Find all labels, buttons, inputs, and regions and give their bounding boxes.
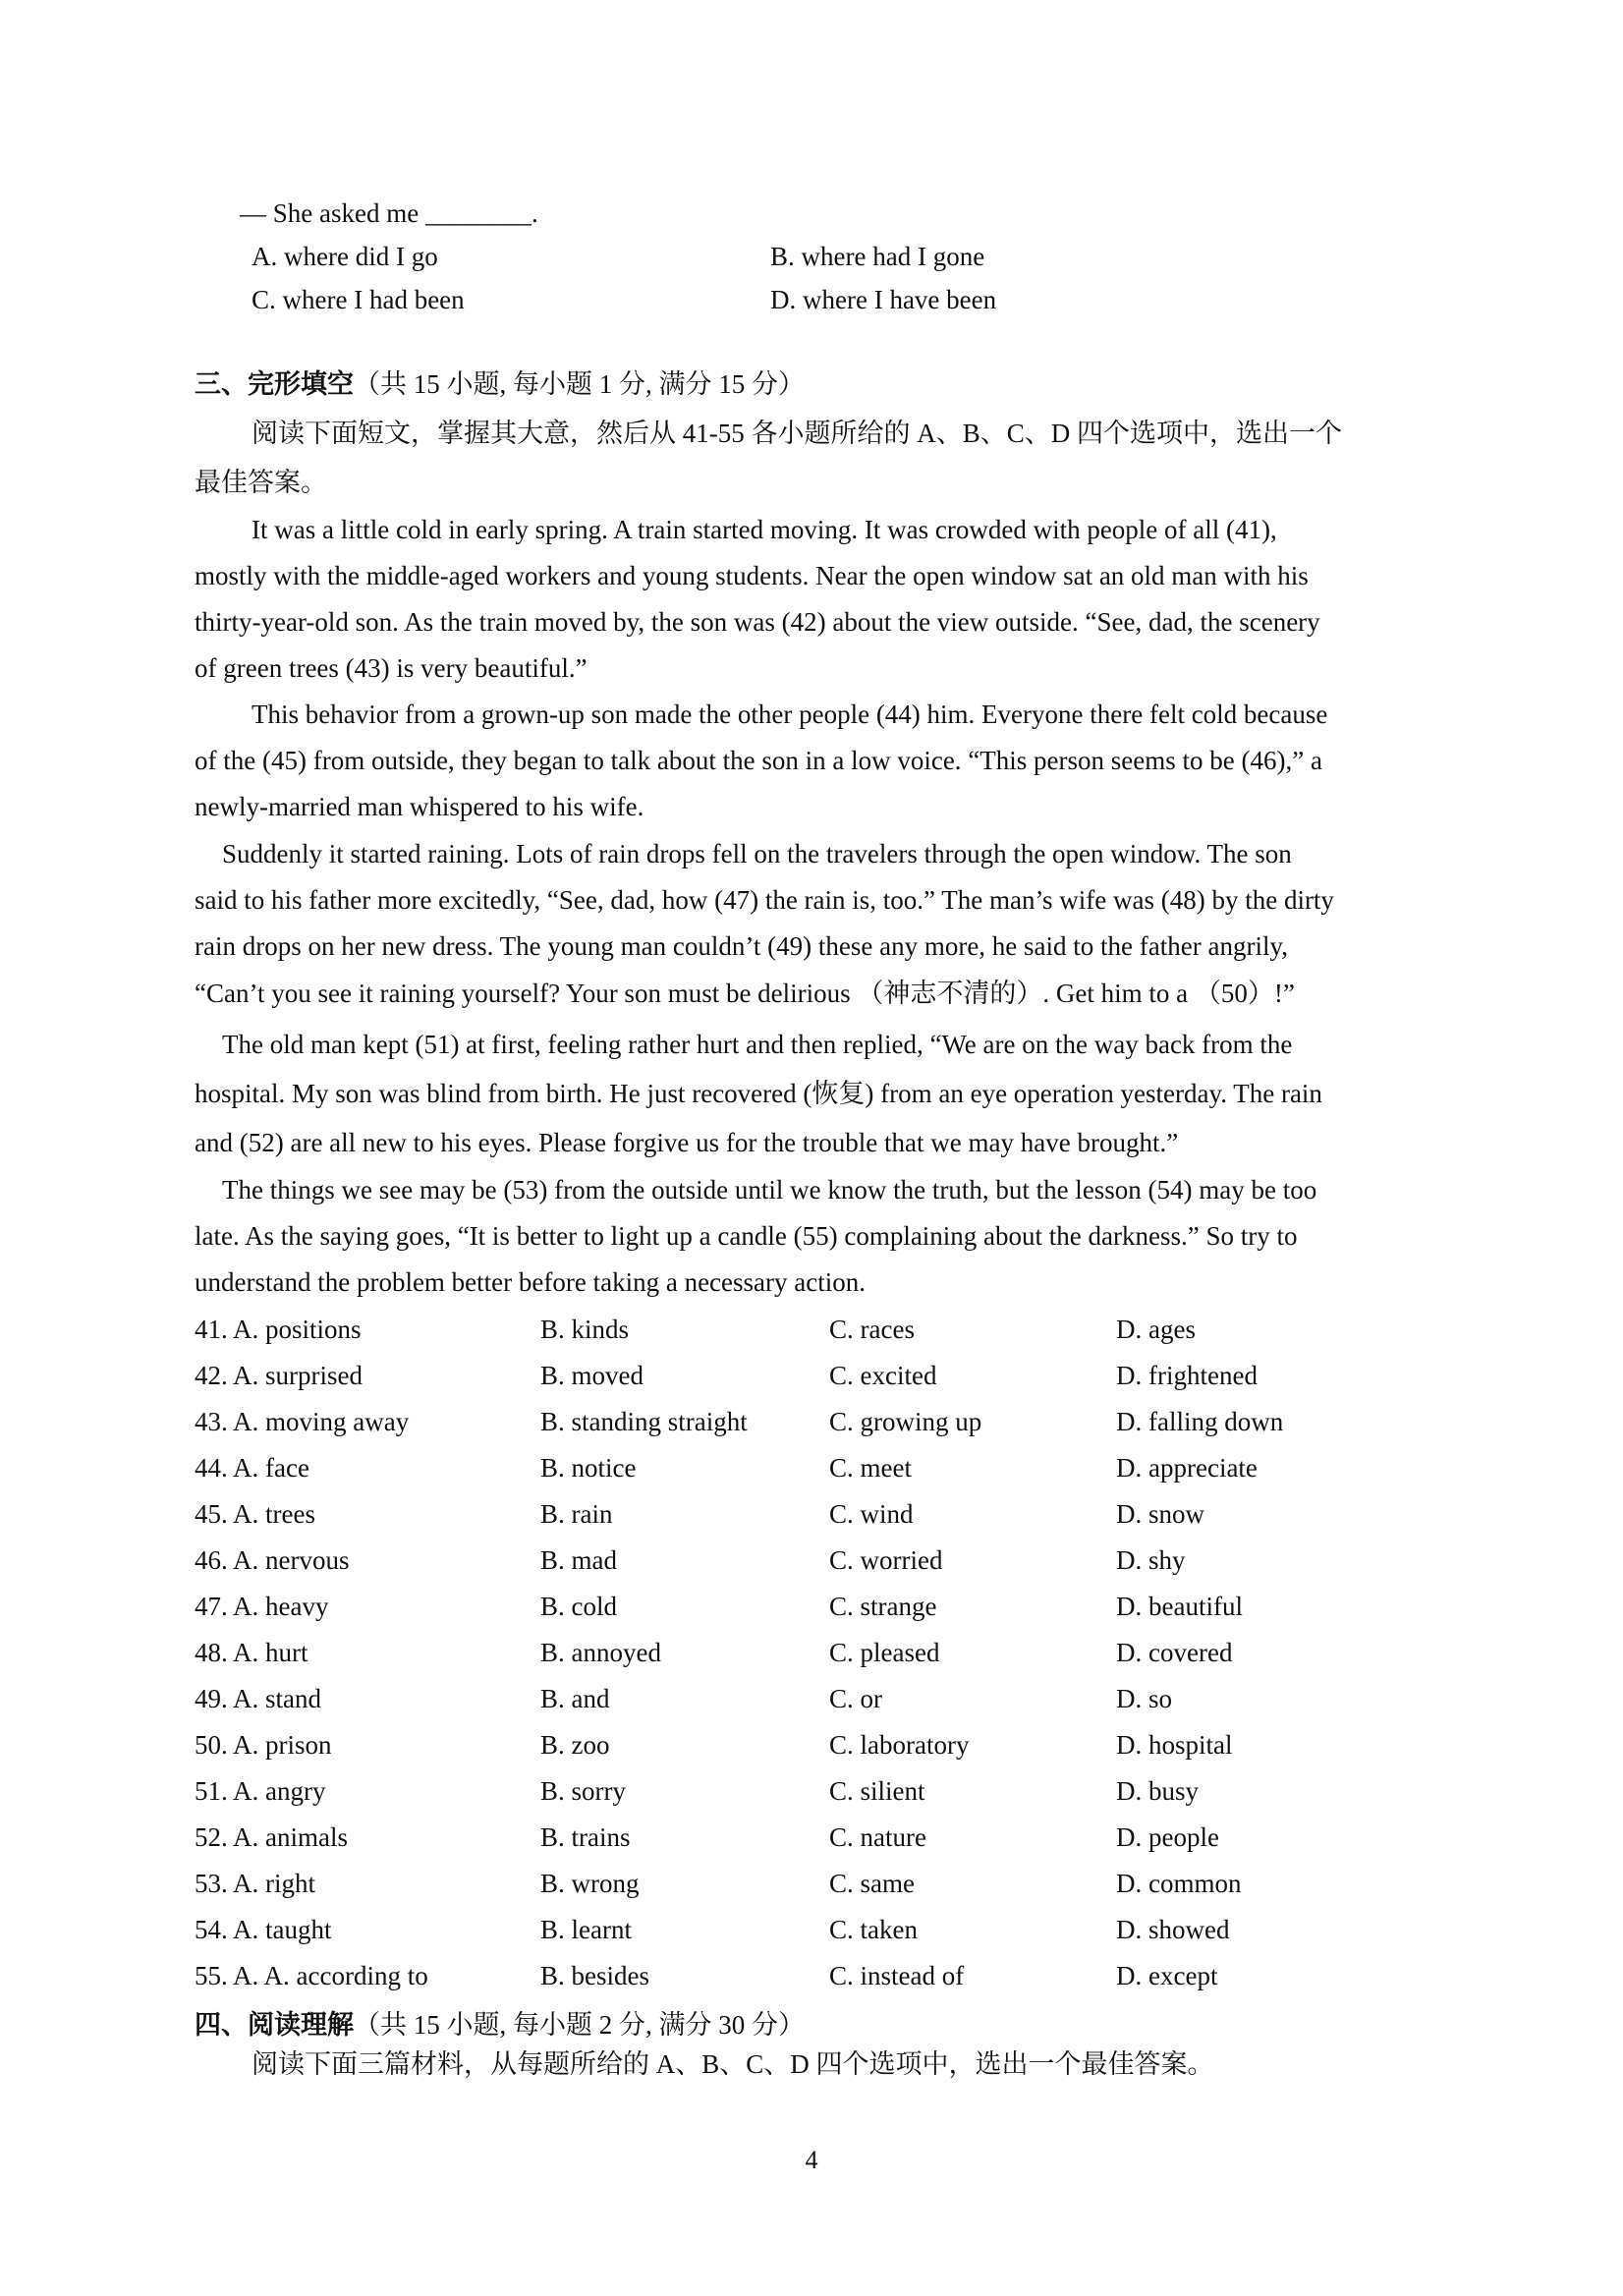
choice-b: B. moved (540, 1361, 644, 1390)
choice-row (195, 1963, 1472, 1998)
choice-d: D. falling down (1116, 1407, 1284, 1436)
choice-d: D. people (1116, 1822, 1219, 1852)
choice-c: C. pleased (829, 1638, 940, 1667)
choice-row (195, 1363, 1472, 1398)
choice-row (195, 1409, 1472, 1444)
choice-c: C. taken (829, 1915, 918, 1944)
prev-option-a: A. where did I go (252, 242, 438, 271)
passage-line: The old man kept (51) at first, feeling rather hurt and then replied, “We are on the way back from the (222, 1030, 1293, 1059)
choice-a: 52. A. animals (195, 1822, 348, 1852)
prev-question-stem: — She asked me ________. (240, 198, 538, 228)
choice-a: 51. A. angry (195, 1776, 326, 1806)
passage-line: It was a little cold in early spring. A train started moving. It was crowded with people of all (41), (252, 515, 1277, 544)
section3-header (195, 371, 805, 398)
section3-instruction-1: 阅读下面短文，掌握其大意，然后从 41-55 各小题所给的 A、B、C、D 四个选项中，选出一个 (252, 419, 1343, 448)
choice-d: D. covered (1116, 1638, 1233, 1667)
choice-b: B. and (540, 1684, 610, 1713)
choice-c: C. meet (829, 1453, 912, 1483)
choice-a: 54. A. taught (195, 1915, 332, 1944)
choice-d: D. except (1116, 1961, 1218, 1990)
choice-d: D. common (1116, 1869, 1242, 1898)
passage-line: of the (45) from outside, they began to talk about the son in a low voice. “This person seems to be (46),” a (195, 746, 1322, 775)
passage-line: Suddenly it started raining. Lots of rain drops fell on the travelers through the open window. The son (222, 839, 1292, 868)
choice-row (195, 1871, 1472, 1906)
choice-d: D. appreciate (1116, 1453, 1258, 1483)
choice-c: C. nature (829, 1822, 926, 1852)
choice-b: B. standing straight (540, 1407, 748, 1436)
choice-b: B. annoyed (540, 1638, 661, 1667)
choice-b: B. zoo (540, 1730, 610, 1760)
choice-row (195, 1547, 1472, 1583)
choice-b: B. trains (540, 1822, 631, 1852)
choice-a: 43. A. moving away (195, 1407, 410, 1436)
section3-heading: 三、完形填空 (195, 369, 354, 399)
choice-b: B. cold (540, 1592, 617, 1621)
choice-a: 55. A. A. according to (195, 1961, 428, 1990)
prev-option-b: B. where had I gone (770, 242, 985, 271)
choice-row (195, 1824, 1472, 1860)
section3-heading-note: （共 15 小题, 每小题 1 分, 满分 15 分） (354, 369, 805, 399)
choice-row (195, 1778, 1472, 1814)
choice-row (195, 1917, 1472, 1952)
passage-line: The things we see may be (53) from the outside until we know the truth, but the lesson (54) may be too (222, 1175, 1317, 1204)
choice-row (195, 1732, 1472, 1767)
passage-line: newly-married man whispered to his wife. (195, 792, 644, 821)
section4-heading-note: （共 15 小题, 每小题 2 分, 满分 30 分） (354, 2010, 805, 2040)
choice-b: B. sorry (540, 1776, 626, 1806)
choice-b: B. notice (540, 1453, 637, 1483)
choice-a: 42. A. surprised (195, 1361, 363, 1390)
passage-line: understand the problem better before taking a necessary action. (195, 1267, 866, 1297)
choice-row (195, 1594, 1472, 1629)
choice-c: C. or (829, 1684, 882, 1713)
choice-a: 47. A. heavy (195, 1592, 329, 1621)
page-number: 4 (805, 2146, 818, 2174)
choice-a: 45. A. trees (195, 1499, 315, 1529)
passage-line: mostly with the middle-aged workers and young students. Near the open window sat an old man with his (195, 561, 1309, 590)
choice-c: C. growing up (829, 1407, 982, 1436)
choice-c: C. laboratory (829, 1730, 970, 1760)
passage-line: and (52) are all new to his eyes. Please forgive us for the trouble that we may have brought.” (195, 1128, 1179, 1157)
choice-c: C. silient (829, 1776, 925, 1806)
passage-line: hospital. My son was blind from birth. He just recovered (恢复) from an eye operation yesterday. The rain (195, 1079, 1322, 1108)
section4-header (195, 2012, 805, 2039)
choice-a: 44. A. face (195, 1453, 309, 1483)
choice-d: D. showed (1116, 1915, 1230, 1944)
section4-heading: 四、阅读理解 (195, 2010, 354, 2040)
section4-instruction: 阅读下面三篇材料，从每题所给的 A、B、C、D 四个选项中，选出一个最佳答案。 (252, 2049, 1214, 2079)
passage-line: of green trees (43) is very beautiful.” (195, 653, 588, 683)
choice-b: B. besides (540, 1961, 649, 1990)
choice-a: 48. A. hurt (195, 1638, 308, 1667)
choice-d: D. so (1116, 1684, 1173, 1713)
choice-d: D. frightened (1116, 1361, 1258, 1390)
choice-a: 53. A. right (195, 1869, 316, 1898)
choice-row (195, 1686, 1472, 1721)
choice-c: C. races (829, 1315, 915, 1344)
choice-row (195, 1455, 1472, 1490)
choice-c: C. strange (829, 1592, 937, 1621)
passage-line: “Can’t you see it raining yourself? Your son must be delirious （神志不清的）. Get him to a （50）!” (195, 979, 1295, 1008)
choice-d: D. ages (1116, 1315, 1196, 1344)
passage-line: This behavior from a grown-up son made the other people (44) him. Everyone there felt cold because (252, 700, 1328, 729)
passage-line: rain drops on her new dress. The young man couldn’t (49) these any more, he said to the father angrily, (195, 931, 1288, 961)
choice-a: 50. A. prison (195, 1730, 332, 1760)
choice-b: B. learnt (540, 1915, 632, 1944)
choice-b: B. rain (540, 1499, 613, 1529)
prev-option-c: C. where I had been (252, 285, 465, 314)
choice-a: 46. A. nervous (195, 1545, 350, 1575)
passage-line: thirty-year-old son. As the train moved by, the son was (42) about the view outside. “See, dad, the scenery (195, 607, 1320, 637)
choice-row (195, 1316, 1472, 1352)
choice-d: D. shy (1116, 1545, 1186, 1575)
choice-b: B. kinds (540, 1315, 630, 1344)
choice-row (195, 1501, 1472, 1537)
choice-a: 49. A. stand (195, 1684, 322, 1713)
choice-d: D. busy (1116, 1776, 1200, 1806)
passage-line: said to his father more excitedly, “See, dad, how (47) the rain is, too.” The man’s wife was (48) by the dirty (195, 885, 1334, 915)
choice-d: D. hospital (1116, 1730, 1233, 1760)
choice-c: C. instead of (829, 1961, 965, 1990)
choice-row (195, 1640, 1472, 1675)
choice-d: D. snow (1116, 1499, 1205, 1529)
choice-a: 41. A. positions (195, 1315, 362, 1344)
section3-instruction-2: 最佳答案。 (195, 468, 327, 497)
choice-c: C. worried (829, 1545, 943, 1575)
choice-b: B. mad (540, 1545, 617, 1575)
choice-c: C. wind (829, 1499, 914, 1529)
choice-b: B. wrong (540, 1869, 640, 1898)
prev-option-d: D. where I have been (770, 285, 997, 314)
choice-d: D. beautiful (1116, 1592, 1243, 1621)
choice-c: C. same (829, 1869, 915, 1898)
choice-c: C. excited (829, 1361, 937, 1390)
passage-line: late. As the saying goes, “It is better to light up a candle (55) complaining about the darkness.” So try to (195, 1221, 1298, 1251)
